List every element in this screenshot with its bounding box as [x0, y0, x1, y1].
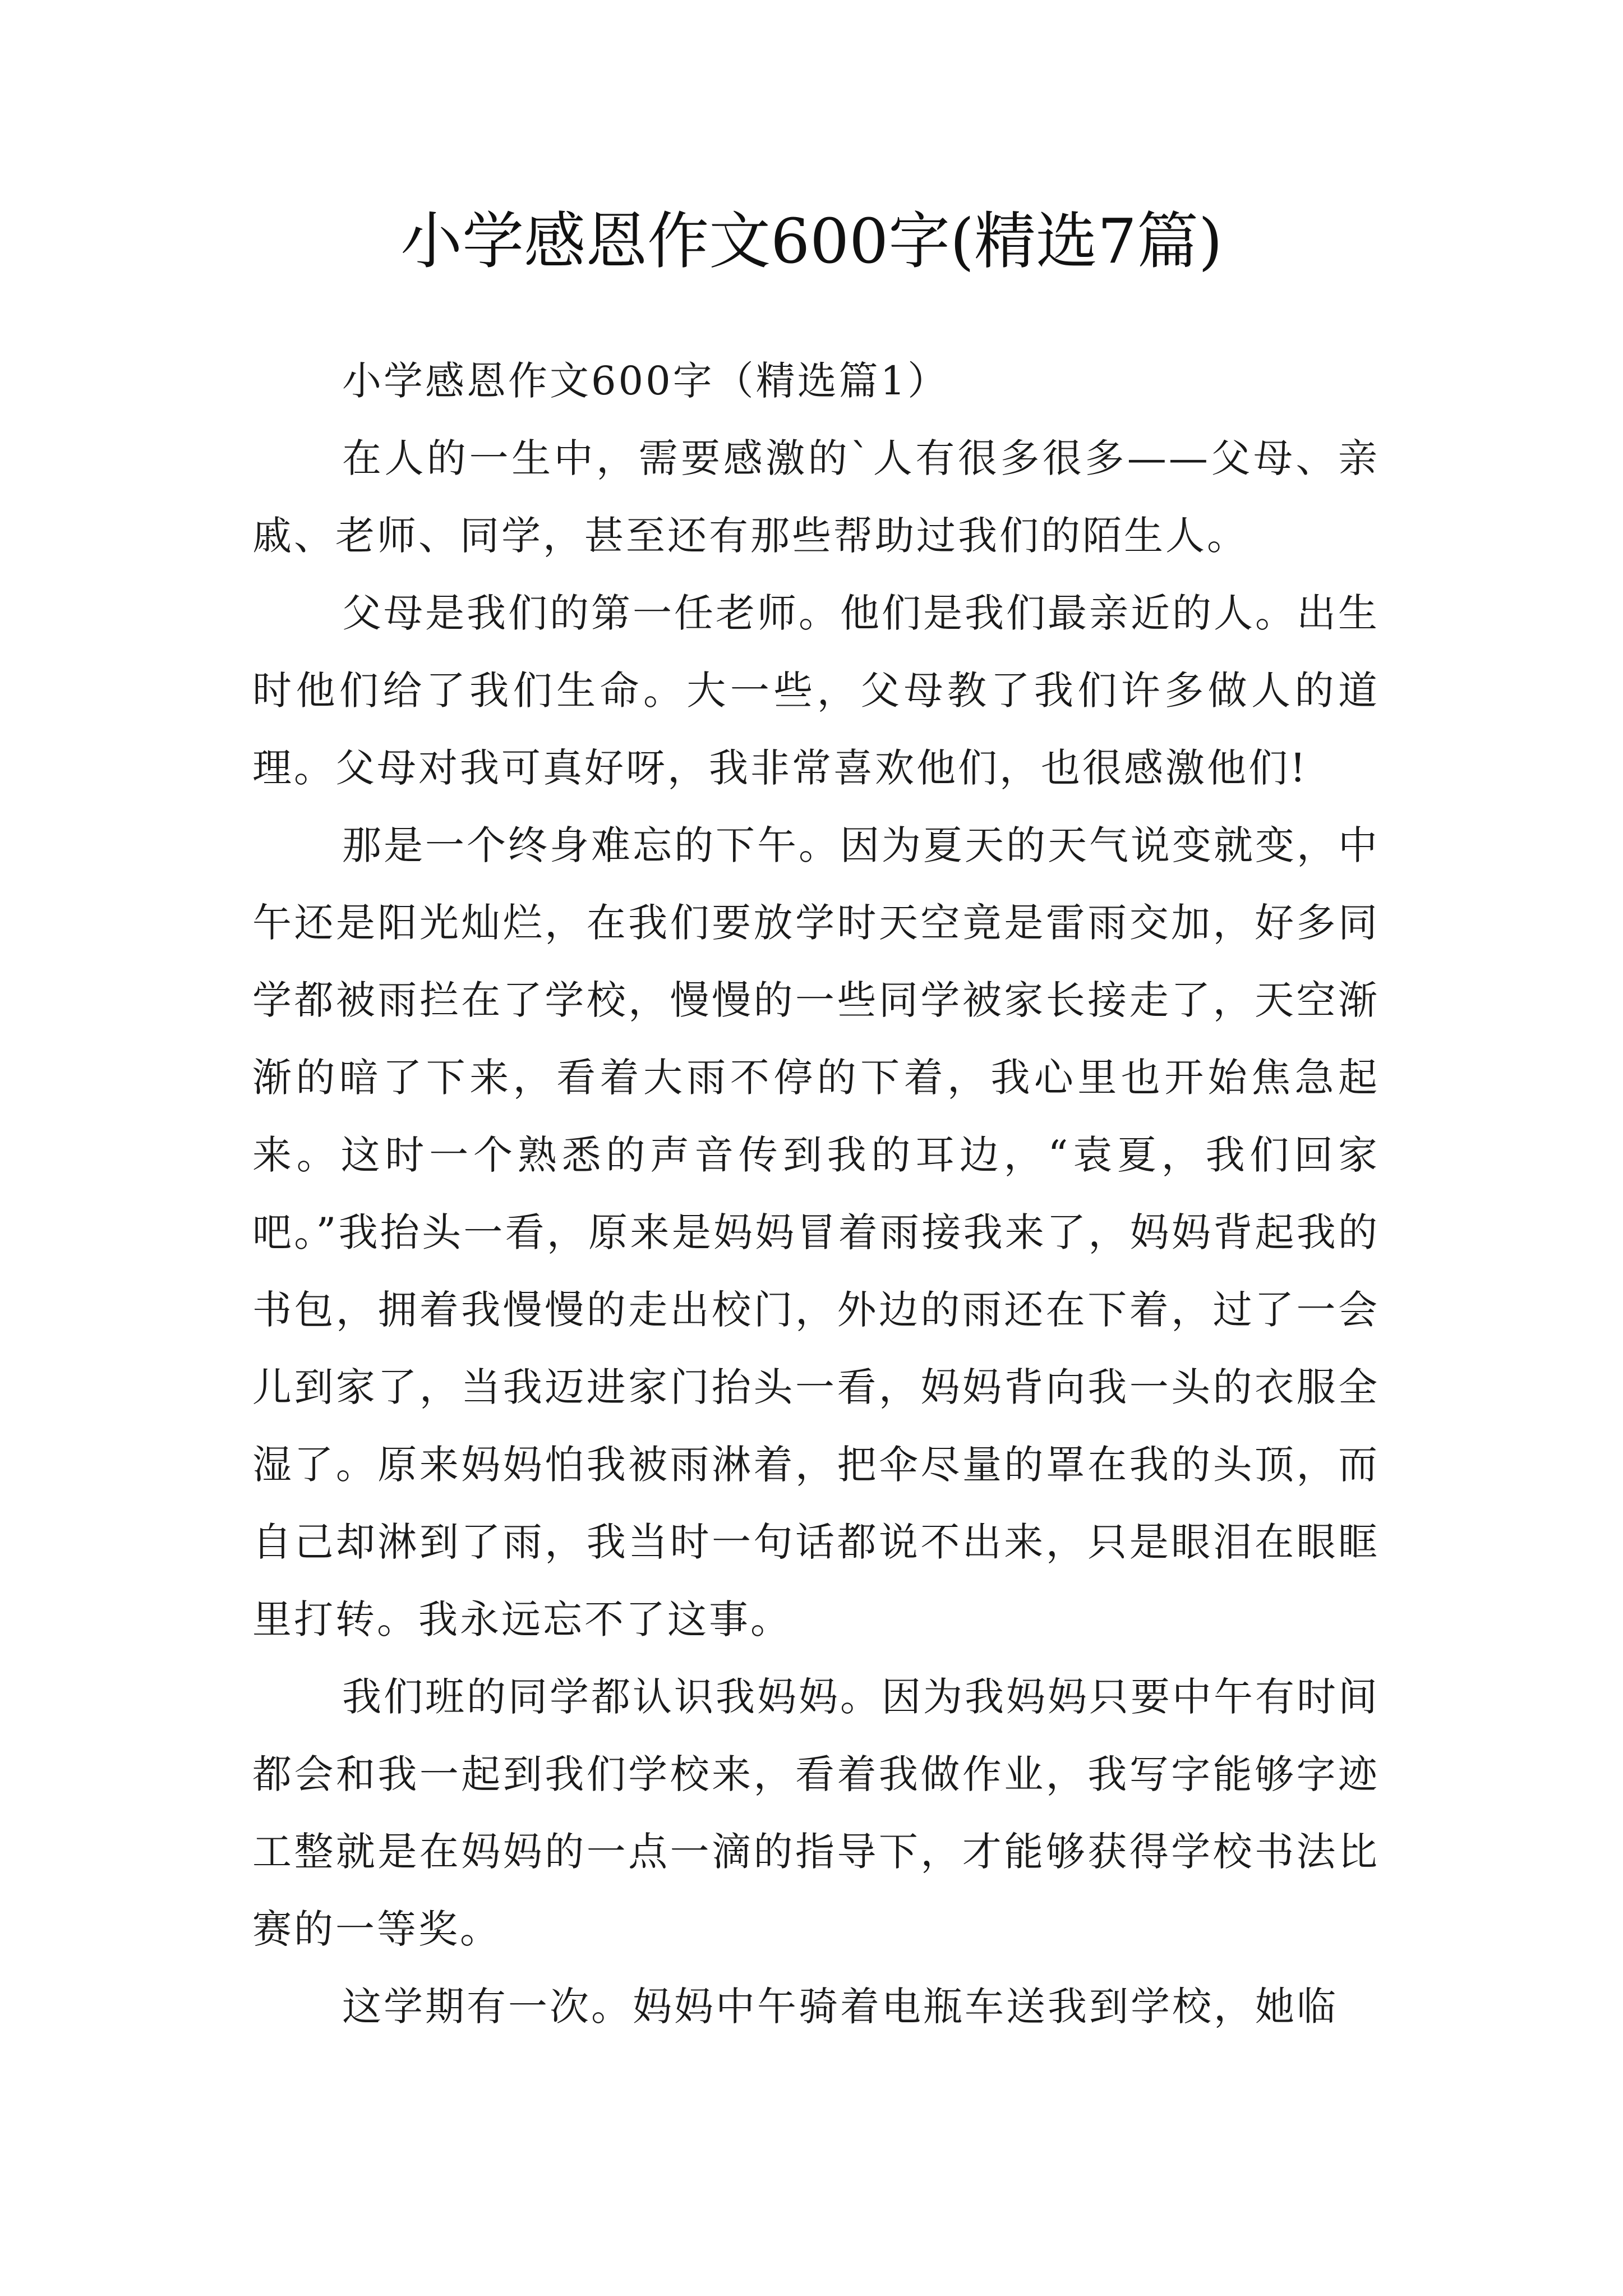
paragraph: 那是一个终身难忘的下午。因为夏天的天气说变就变，中午还是阳光灿烂，在我们要放学时天空竟是雷雨交加，好多同学都被雨拦在了学校，慢慢的一些同学被家长接走了，天空渐渐的暗了下来，看着大雨不停的下着，我心里也开始焦急起来。这时一个熟悉的声音传到我的耳边，“袁夏，我们回家吧。”我抬头一看，原来是妈妈冒着雨接我来了，妈妈背起我的书包，拥着我慢慢的走出校门，外边的雨还在下着，过了一会儿到家了，当我迈进家门抬头一看，妈妈背向我一头的衣服全湿了。原来妈妈怕我被雨淋着，把伞尽量的罩在我的头顶，而自己却淋到了雨，我当时一句话都说不出来，只是眼泪在眼眶里打转。我永远忘不了这事。	[252, 822, 1380, 1642]
paragraph: 在人的一生中，需要感激的`人有很多很多——父母、亲戚、老师、同学，甚至还有那些帮助过我们的陌生人。	[252, 435, 1380, 559]
paragraph: 我们班的同学都认识我妈妈。因为我妈妈只要中午有时间都会和我一起到我们学校来，看着我做作业，我写字能够字迹工整就是在妈妈的一点一滴的指导下，才能够获得学校书法比赛的一等奖。	[252, 1674, 1380, 1952]
section-heading: 小学感恩作文600字（精选篇1）	[342, 358, 949, 404]
document-title: 小学感恩作文600字(精选7篇)	[400, 205, 1223, 277]
document-body	[252, 342, 1380, 2045]
paragraph: 父母是我们的第一任老师。他们是我们最亲近的人。出生时他们给了我们生命。大一些，父母教了我们许多做人的道理。父母对我可真好呀，我非常喜欢他们，也很感激他们!	[252, 590, 1380, 791]
paragraph: 这学期有一次。妈妈中午骑着电瓶车送我到学校，她临	[342, 1984, 1338, 2030]
